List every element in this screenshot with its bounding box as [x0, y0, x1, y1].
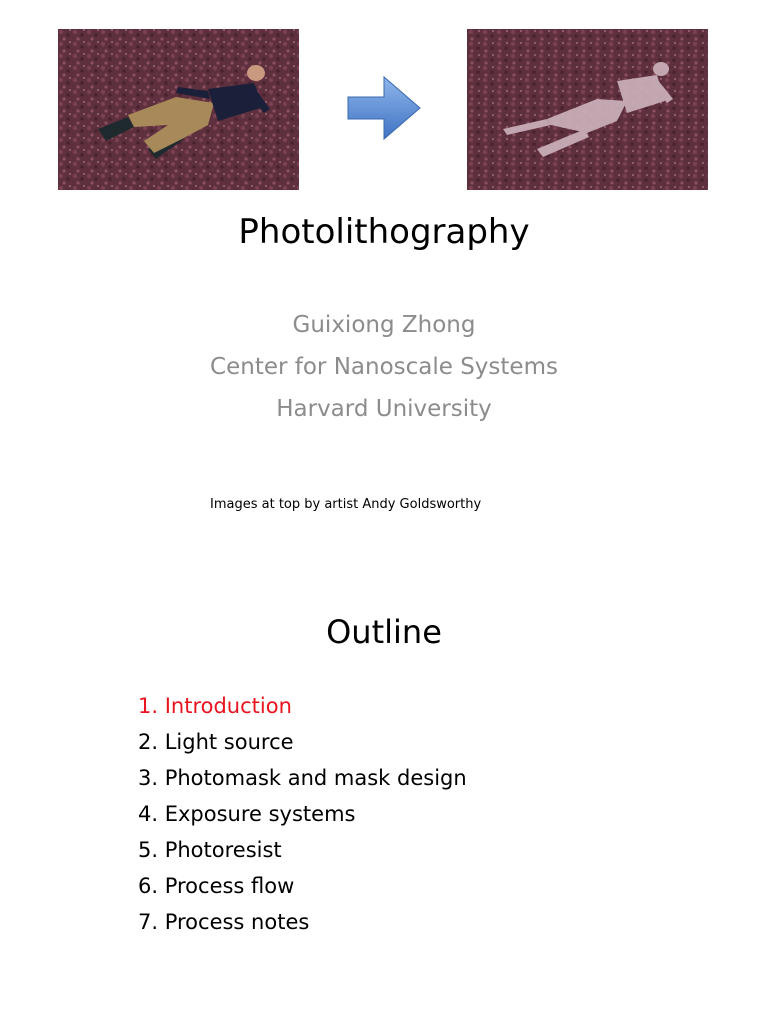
outline-item: 2. Light source — [138, 730, 294, 754]
outline-list — [138, 691, 467, 943]
image-credit: Images at top by artist Andy Goldsworthy — [210, 497, 482, 512]
outline-item: 3. Photomask and mask design — [138, 766, 467, 790]
outline-title: Outline — [326, 613, 442, 651]
outline-item: 7. Process notes — [138, 910, 310, 934]
affiliation-line: Harvard University — [276, 396, 492, 422]
outline-item: 4. Exposure systems — [138, 802, 356, 826]
person-lying-on-rocks-photo — [58, 29, 299, 190]
outline-item: 6. Process flow — [138, 874, 295, 898]
slide-title: Photolithography — [238, 212, 530, 252]
author-name: Guixiong Zhong — [292, 312, 476, 338]
outline-item: 5. Photoresist — [138, 838, 282, 862]
rock-silhouette-photo — [467, 29, 708, 190]
outline-item: 1. Introduction — [138, 694, 292, 718]
right-arrow-icon — [346, 75, 422, 141]
affiliation-line: Center for Nanoscale Systems — [210, 354, 558, 380]
